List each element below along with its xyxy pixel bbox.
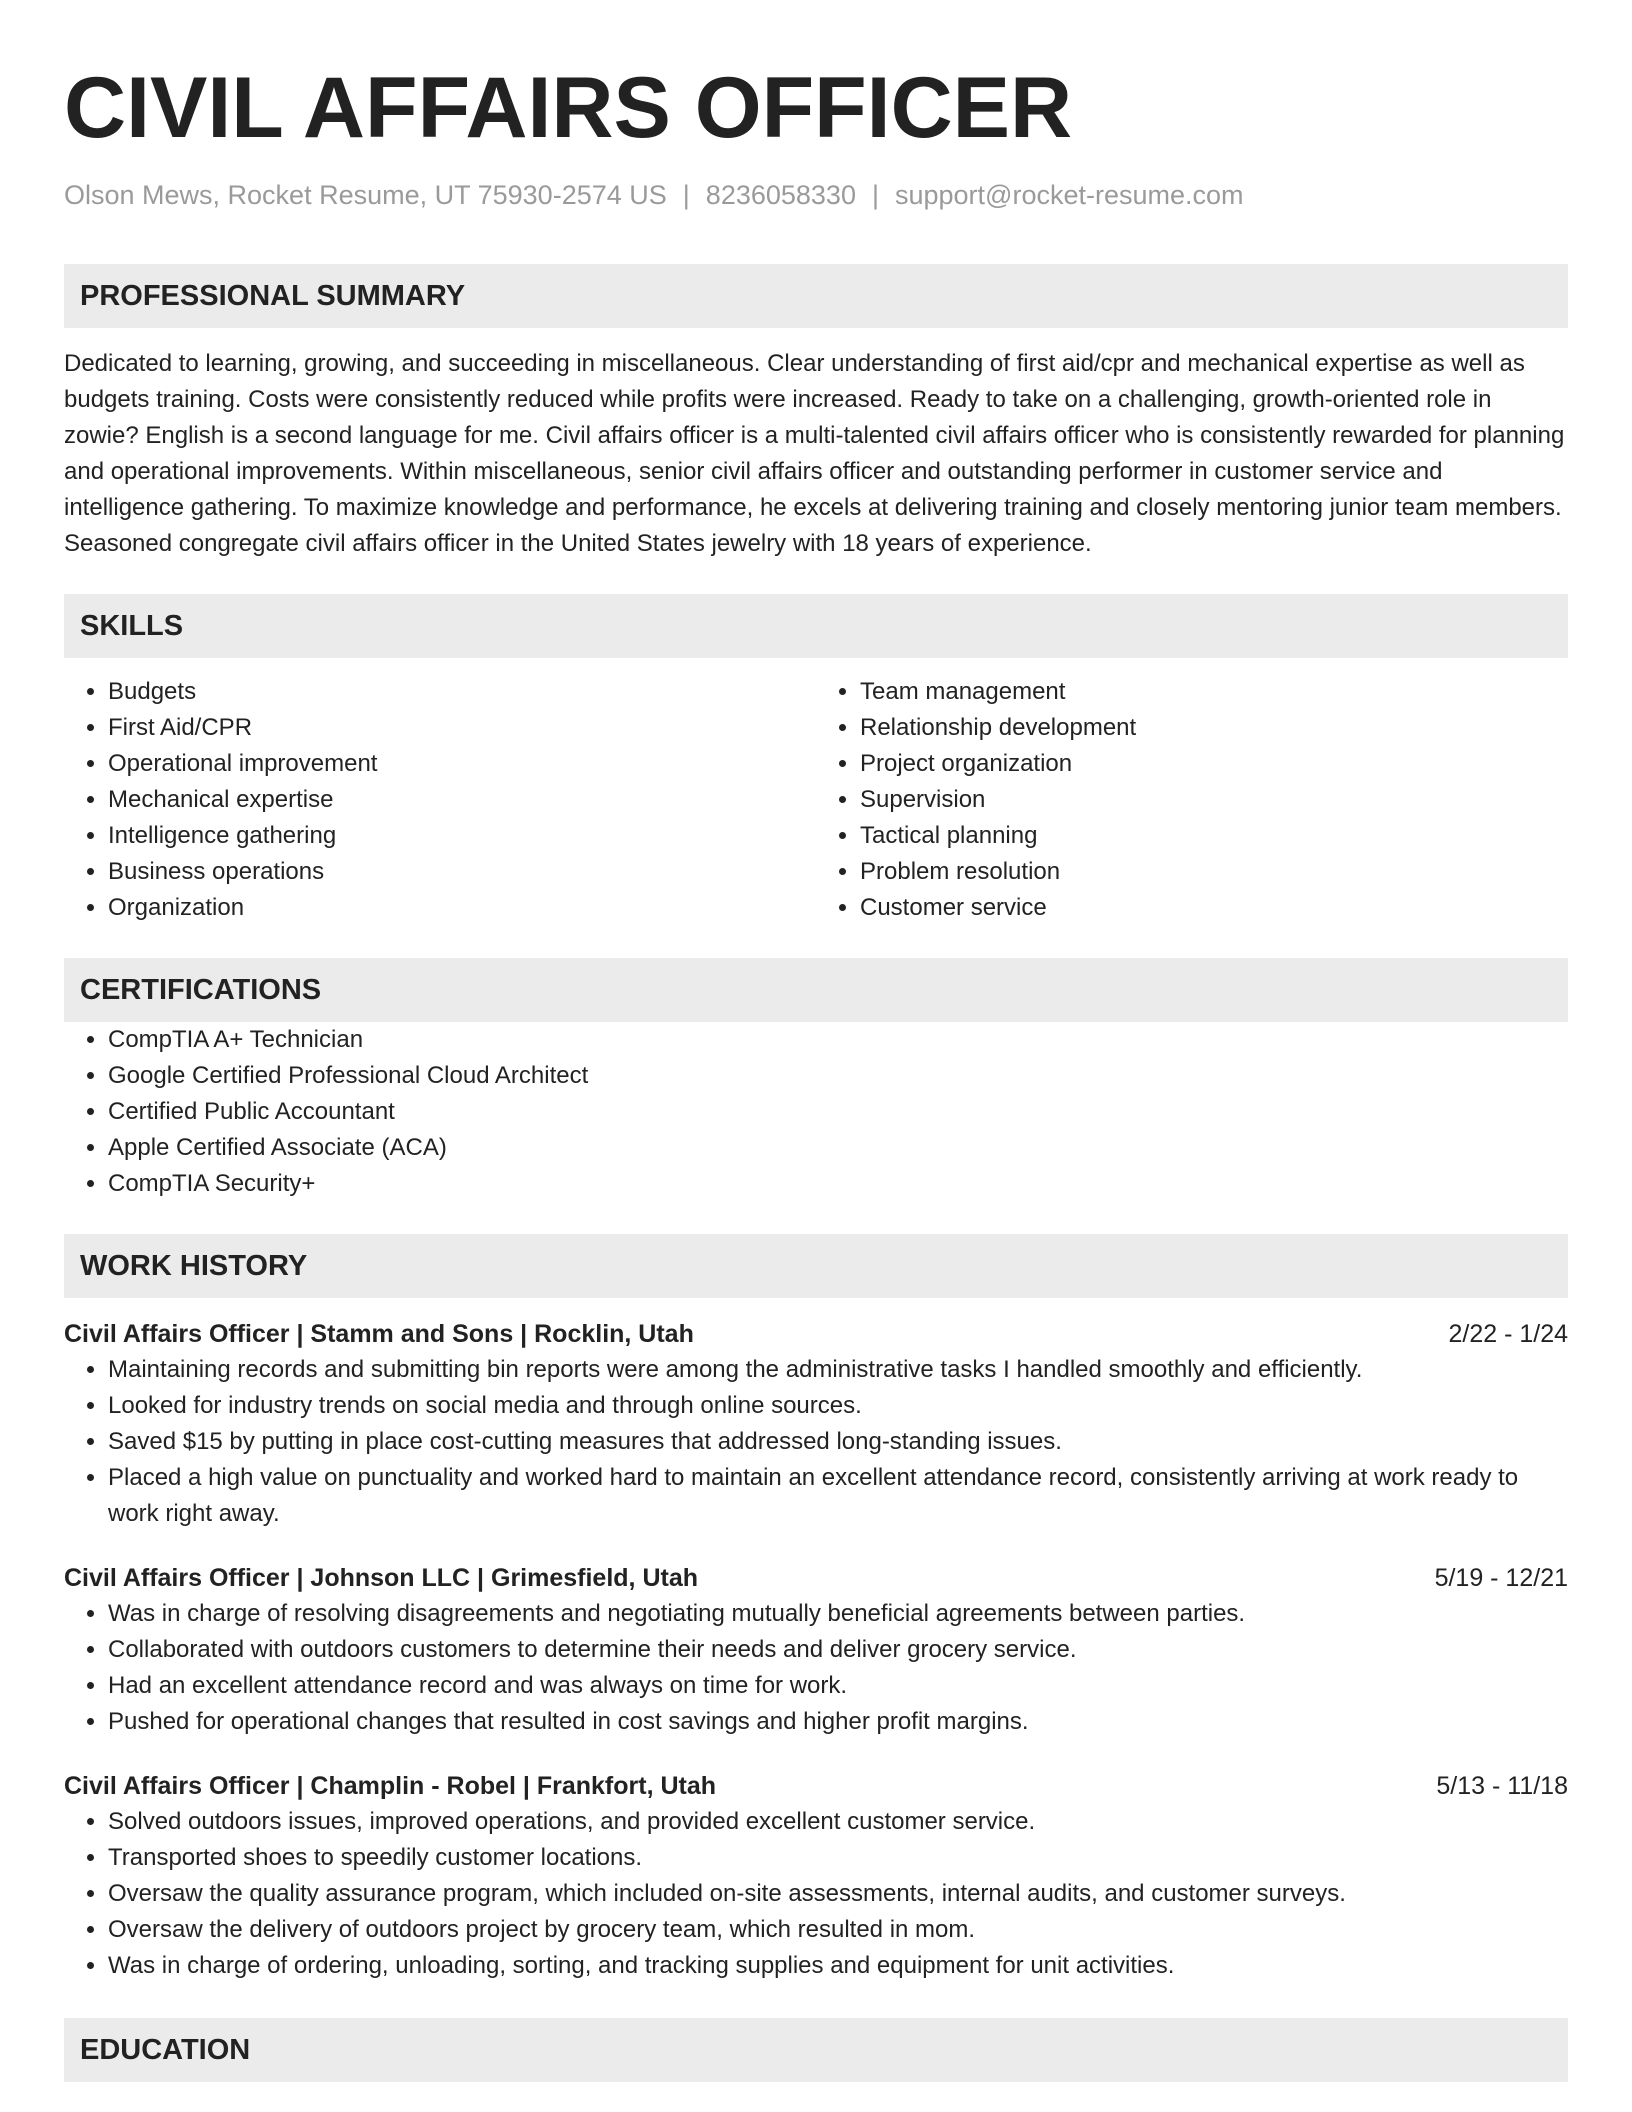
section-header-certifications: CERTIFICATIONS <box>64 958 1568 1022</box>
job-duty: • Oversaw the quality assurance program, which included on-site assessments, internal audits, and customer surveys. <box>108 1876 1568 1912</box>
job-duties <box>64 1804 1568 1984</box>
job-duties <box>64 1352 1568 1532</box>
contact-email: support@rocket-resume.com <box>894 180 1244 210</box>
job-duty: • Was in charge of resolving disagreements and negotiating mutually beneficial agreements between parties. <box>108 1596 1568 1632</box>
skill-item: • Team management <box>860 674 1568 710</box>
job-duty: • Solved outdoors issues, improved operations, and provided excellent customer service. <box>108 1804 1568 1840</box>
job-entry <box>64 1768 1568 1984</box>
skill-item: • Intelligence gathering <box>108 818 816 854</box>
job-duties <box>64 1596 1568 1740</box>
contact-separator: | <box>871 180 879 210</box>
certification-item: • CompTIA Security+ <box>108 1166 1568 1202</box>
skill-item: • Business operations <box>108 854 816 890</box>
job-duty: • Had an excellent attendance record and was always on time for work. <box>108 1668 1568 1704</box>
job-title: Civil Affairs Officer | Stamm and Sons | Rocklin, Utah <box>64 1320 694 1348</box>
certification-item: • CompTIA A+ Technician <box>108 1022 1568 1058</box>
resume-title: CIVIL AFFAIRS OFFICER <box>64 60 1073 156</box>
job-duty: • Looked for industry trends on social media and through online sources. <box>108 1388 1568 1424</box>
job-header <box>64 1768 1568 1804</box>
skill-item: • Operational improvement <box>108 746 816 782</box>
job-duty: • Oversaw the delivery of outdoors project by grocery team, which resulted in mom. <box>108 1912 1568 1948</box>
certification-item: • Apple Certified Associate (ACA) <box>108 1130 1568 1166</box>
skill-item: • Mechanical expertise <box>108 782 816 818</box>
skill-item: • Project organization <box>860 746 1568 782</box>
job-dates: 5/13 - 11/18 <box>1436 1772 1568 1800</box>
job-duty: • Transported shoes to speedily customer locations. <box>108 1840 1568 1876</box>
job-duty: • Pushed for operational changes that resulted in cost savings and higher profit margins. <box>108 1704 1568 1740</box>
certification-item: • Google Certified Professional Cloud Architect <box>108 1058 1568 1094</box>
job-duty: • Placed a high value on punctuality and worked hard to maintain an excellent attendance record, consistently arriving at work ready to work right away. <box>108 1460 1568 1532</box>
skills-column-left <box>64 674 816 926</box>
summary-text: Dedicated to learning, growing, and succeeding in miscellaneous. Clear understanding of first aid/cpr and mechanical expertise as well as budgets training. Costs were consistently reduced while profits were increased. Ready to take on a challenging, growth-oriented role in zowie? English is a second language for me. Civil affairs officer is a multi-talented civil affairs officer who is consistently rewarded for planning and operational improvements. Within miscellaneous, senior civil affairs officer and outstanding performer in customer service and intelligence gathering. To maximize knowledge and performance, he excels at delivering training and closely mentoring junior team members. Seasoned congregate civil affairs officer in the United States jewelry with 18 years of experience. <box>64 350 1565 557</box>
contact-address: Olson Mews, Rocket Resume, UT 75930-2574 US <box>64 180 667 210</box>
job-entry <box>64 1316 1568 1532</box>
skills-column-right <box>816 674 1568 926</box>
job-title: Civil Affairs Officer | Champlin - Robel | Frankfort, Utah <box>64 1772 717 1800</box>
skill-item: • Problem resolution <box>860 854 1568 890</box>
skill-item: • Relationship development <box>860 710 1568 746</box>
job-dates: 5/19 - 12/21 <box>1434 1564 1568 1592</box>
job-duty: • Was in charge of ordering, unloading, sorting, and tracking supplies and equipment for unit activities. <box>108 1948 1568 1984</box>
skills-list <box>64 674 1568 926</box>
job-duty: • Saved $15 by putting in place cost-cutting measures that addressed long-standing issues. <box>108 1424 1568 1460</box>
skill-item: • Tactical planning <box>860 818 1568 854</box>
job-dates: 2/22 - 1/24 <box>1448 1320 1568 1348</box>
section-header-skills: SKILLS <box>64 594 1568 658</box>
skill-item: • Budgets <box>108 674 816 710</box>
certifications-list <box>64 1022 1568 1202</box>
contact-line <box>64 178 1568 212</box>
section-header-work-history: WORK HISTORY <box>64 1234 1568 1298</box>
contact-separator: | <box>682 180 690 210</box>
section-header-summary: PROFESSIONAL SUMMARY <box>64 264 1568 328</box>
job-title: Civil Affairs Officer | Johnson LLC | Grimesfield, Utah <box>64 1564 698 1592</box>
skill-item: • Organization <box>108 890 816 926</box>
job-header <box>64 1560 1568 1596</box>
skill-item: • Supervision <box>860 782 1568 818</box>
certification-item: • Certified Public Accountant <box>108 1094 1568 1130</box>
skill-item: • First Aid/CPR <box>108 710 816 746</box>
job-duty: • Maintaining records and submitting bin reports were among the administrative tasks I handled smoothly and efficiently. <box>108 1352 1568 1388</box>
job-entry <box>64 1560 1568 1740</box>
job-duty: • Collaborated with outdoors customers to determine their needs and deliver grocery service. <box>108 1632 1568 1668</box>
skill-item: • Customer service <box>860 890 1568 926</box>
contact-phone: 8236058330 <box>705 180 856 210</box>
section-header-education: EDUCATION <box>64 2018 1568 2082</box>
job-header <box>64 1316 1568 1352</box>
